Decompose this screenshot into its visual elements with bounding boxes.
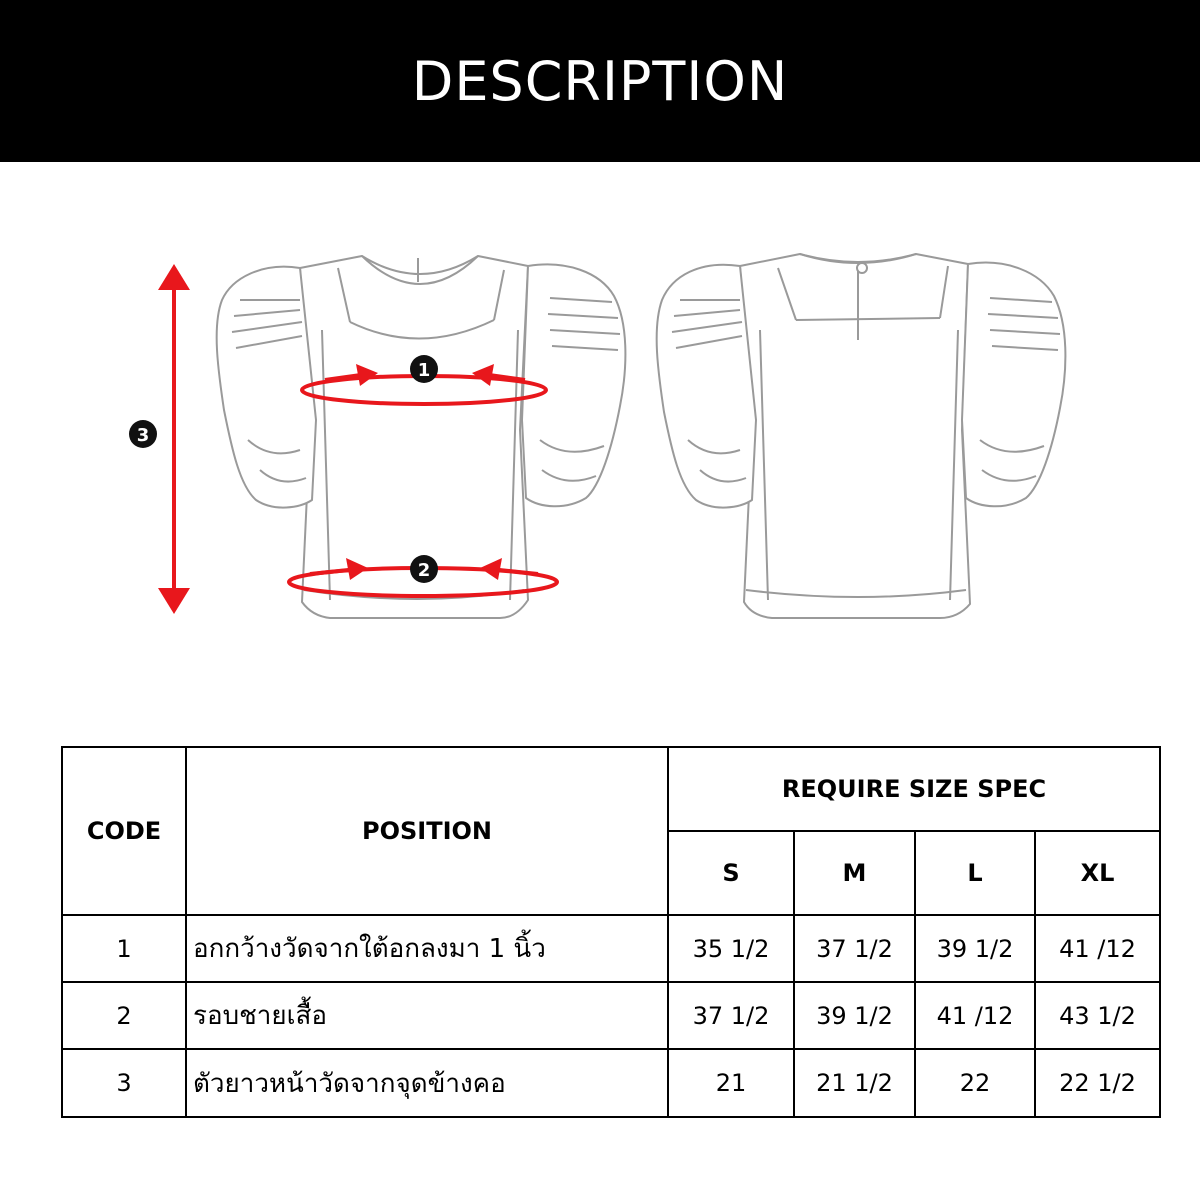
row-position: อกกว้างวัดจากใต้อกลงมา 1 นิ้ว xyxy=(186,915,668,982)
value-xl: 22 1/2 xyxy=(1035,1049,1160,1117)
back-view-sketch xyxy=(657,254,1066,618)
value-l: 39 1/2 xyxy=(915,915,1035,982)
svg-text:2: 2 xyxy=(417,560,431,581)
spec-header: REQUIRE SIZE SPEC xyxy=(668,747,1160,831)
size-header-l: L xyxy=(915,831,1035,915)
size-header-xl: XL xyxy=(1035,831,1160,915)
value-s: 37 1/2 xyxy=(668,982,794,1049)
value-xl: 43 1/2 xyxy=(1035,982,1160,1049)
row-position: รอบชายเสื้อ xyxy=(186,982,668,1049)
page-header xyxy=(0,0,1200,162)
value-m: 37 1/2 xyxy=(794,915,915,982)
row-code: 1 xyxy=(62,915,186,982)
value-s: 35 1/2 xyxy=(668,915,794,982)
size-header-s: S xyxy=(668,831,794,915)
value-l: 22 xyxy=(915,1049,1035,1117)
table-row xyxy=(62,915,1160,982)
svg-text:3: 3 xyxy=(136,425,150,446)
position-header: POSITION xyxy=(186,747,668,915)
value-xl: 41 /12 xyxy=(1035,915,1160,982)
row-position: ตัวยาวหน้าวัดจากจุดข้างคอ xyxy=(186,1049,668,1117)
value-m: 39 1/2 xyxy=(794,982,915,1049)
table-row xyxy=(62,982,1160,1049)
table-row xyxy=(62,1049,1160,1117)
value-l: 41 /12 xyxy=(915,982,1035,1049)
row-code: 2 xyxy=(62,982,186,1049)
value-s: 21 xyxy=(668,1049,794,1117)
size-spec-table xyxy=(61,746,1161,1118)
row-code: 3 xyxy=(62,1049,186,1117)
length-measurement xyxy=(129,264,190,614)
value-m: 21 1/2 xyxy=(794,1049,915,1117)
size-header-m: M xyxy=(794,831,915,915)
page-title: DESCRIPTION xyxy=(411,49,789,113)
code-header: CODE xyxy=(62,747,186,915)
svg-text:1: 1 xyxy=(417,360,431,381)
garment-diagram xyxy=(0,162,1200,722)
